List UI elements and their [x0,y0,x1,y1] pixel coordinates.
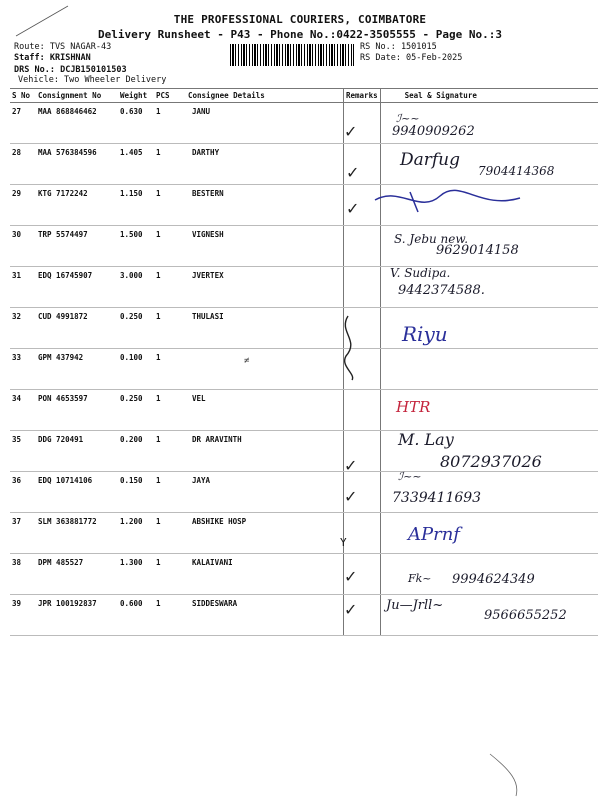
signature-scribble: Ju—Jrll~ [386,598,444,613]
cell-weight: 1.500 [118,226,154,267]
handwritten-name: M. Lay [398,430,454,449]
handwritten-phone: 8072937026 [440,452,542,471]
staff-name: KRISHNAN [49,53,91,63]
cell-signature [380,308,598,349]
cell-pcs: 1 [154,472,186,513]
cell-pcs: 1 [154,144,186,185]
handwritten-phone: 9994624349 [452,572,535,587]
col-sno: S No [10,89,36,103]
cell-sno: 28 [10,144,36,185]
col-remarks: Remarks [344,89,381,103]
handwritten-mark: HTR [396,398,431,416]
cell-consignment: DDG 720491 [36,431,118,472]
cell-pcs: 1 [154,103,186,144]
route-text: Route: TVS NAGAR-43 [14,42,112,52]
table-row [10,185,598,226]
tick-mark: ✓ [346,199,360,218]
cell-consignee: DARTHY [186,144,344,185]
cell-remarks [344,554,381,595]
staff-label: Staff: [14,53,45,63]
cell-signature [380,472,598,513]
cell-consignment: CUD 4991872 [36,308,118,349]
cell-consignment: EDQ 16745907 [36,267,118,308]
cell-sno: 30 [10,226,36,267]
cell-signature [380,431,598,472]
signature-scribble: Darfug [400,150,461,170]
cell-consignee: ABSHIKE HOSP [186,513,344,554]
col-signature: Seal & Signature [380,89,598,103]
pencil-mark: ≠ [244,356,250,366]
barcode-image [230,44,354,66]
cell-remarks [344,144,381,185]
tick-mark: ✓ [344,600,358,619]
cell-remarks [344,431,381,472]
tick-mark: ✓ [344,567,358,586]
cell-signature [380,513,598,554]
handwritten-name: V. Sudipa. [390,266,451,280]
cell-remarks [344,472,381,513]
runsheet-table [10,88,598,636]
cell-consignee: BESTERN [186,185,344,226]
signature-scribble: APrnf [408,524,460,545]
cell-consignment: GPM 437942 [36,349,118,390]
handwritten-phone: 9940909262 [392,124,475,139]
cell-consignee: JAYA [186,472,344,513]
cell-consignment: DPM 485527 [36,554,118,595]
cell-signature [380,349,598,390]
table-row [10,472,598,513]
cell-consignment: SLM 363881772 [36,513,118,554]
cell-remarks [344,226,381,267]
col-consignment: Consignment No [36,89,118,103]
cell-weight: 0.100 [118,349,154,390]
tick-mark: ✓ [346,163,360,182]
table-row [10,390,598,431]
cell-remarks [344,267,381,308]
cell-remarks [344,308,381,349]
cell-consignee: VEL [186,390,344,431]
handwritten-phone: 7339411693 [392,490,482,506]
handwritten-phone: 9629014158 [436,243,519,258]
cell-sno: 35 [10,431,36,472]
cell-consignment: MAA 868846462 [36,103,118,144]
cell-consignment: TRP 5574497 [36,226,118,267]
cell-sno: 39 [10,595,36,636]
tick-mark: ✓ [344,456,358,475]
cell-consignee: JVERTEX [186,267,344,308]
cell-signature [380,554,598,595]
cell-signature [380,226,598,267]
cell-signature [380,103,598,144]
signature-scribble: Riyu [402,322,448,346]
table-row [10,103,598,144]
runsheet-subtitle: Delivery Runsheet - P43 - Phone No.:0422-3505555 - Page No.:3 [98,28,502,41]
cell-remarks [344,513,381,554]
handwritten-phone: 9442374588. [398,283,485,298]
cell-signature [380,185,598,226]
cell-pcs: 1 [154,554,186,595]
cell-consignment: EDQ 10714106 [36,472,118,513]
drs-line [14,65,127,75]
cell-remarks [344,103,381,144]
cell-pcs: 1 [154,431,186,472]
cell-consignment: MAA 576384596 [36,144,118,185]
table-row [10,554,598,595]
signature-scribble: Fk~ [408,572,432,585]
cell-weight: 0.150 [118,472,154,513]
cell-consignment: PON 4653597 [36,390,118,431]
table-row [10,431,598,472]
table-row [10,144,598,185]
table-header-row [10,89,598,103]
cell-weight: 0.200 [118,431,154,472]
pencil-stroke [470,752,530,798]
rs-number: RS No.: 1501015 [360,42,437,52]
handwritten-phone: 7904414368 [478,164,555,178]
cell-signature [380,144,598,185]
cell-sno: 32 [10,308,36,349]
cell-weight: 1.300 [118,554,154,595]
tick-mark: ✓ [344,487,358,506]
signature-scribble: ℐ~~ [396,112,420,125]
table-row [10,513,598,554]
cell-pcs: 1 [154,185,186,226]
col-weight: Weight [118,89,154,103]
cell-consignee: KALAIVANI [186,554,344,595]
cell-weight: 1.405 [118,144,154,185]
cell-sno: 33 [10,349,36,390]
tick-mark: ✓ [344,122,358,141]
cell-pcs: 1 [154,267,186,308]
table-row [10,349,598,390]
cell-sno: 29 [10,185,36,226]
cell-signature [380,267,598,308]
cell-consignee: VIGNESH [186,226,344,267]
cell-pcs: 1 [154,308,186,349]
cell-signature [380,390,598,431]
cell-pcs: 1 [154,226,186,267]
cell-weight: 3.000 [118,267,154,308]
cell-pcs: 1 [154,595,186,636]
cell-sno: 36 [10,472,36,513]
drs-number: DCJB150101503 [60,65,127,75]
cell-weight: 0.600 [118,595,154,636]
cell-pcs: 1 [154,349,186,390]
cell-remarks [344,349,381,390]
cell-weight: 1.200 [118,513,154,554]
company-title: THE PROFESSIONAL COURIERS, COIMBATORE [173,13,427,26]
cell-weight: 0.250 [118,308,154,349]
col-consignee: Consignee Details [186,89,344,103]
table-row [10,226,598,267]
table-row [10,267,598,308]
cell-remarks [344,595,381,636]
cell-pcs: 1 [154,513,186,554]
cell-consignment: JPR 100192837 [36,595,118,636]
cell-consignee: SIDDESWARA [186,595,344,636]
signature-scribble: ℐ~~ [398,470,422,483]
table-row [10,595,598,636]
col-pcs: PCS [154,89,186,103]
handwritten-name: S. Jebu new. [394,232,469,246]
cell-sno: 37 [10,513,36,554]
drs-label: DRS No.: [14,65,55,75]
handwritten-phone: 9566655252 [484,608,567,623]
cell-remarks [344,390,381,431]
table-row [10,308,598,349]
cell-sno: 31 [10,267,36,308]
cell-sno: 27 [10,103,36,144]
cell-weight: 1.150 [118,185,154,226]
cell-remarks [344,185,381,226]
cell-consignee [186,349,344,390]
cell-consignee: THULASI [186,308,344,349]
cell-consignee: DR ARAVINTH [186,431,344,472]
cell-consignee: JANU [186,103,344,144]
cell-sno: 34 [10,390,36,431]
table-body [10,103,598,636]
vehicle-text: Vehicle: Two Wheeler Delivery [18,75,167,85]
staff-line [14,53,91,63]
cell-consignment: KTG 7172242 [36,185,118,226]
cell-weight: 0.630 [118,103,154,144]
cell-pcs: 1 [154,390,186,431]
rs-date: RS Date: 05-Feb-2025 [360,53,463,63]
cell-sno: 38 [10,554,36,595]
cell-signature [380,595,598,636]
cell-weight: 0.250 [118,390,154,431]
handwritten-mark: Y [340,536,347,549]
